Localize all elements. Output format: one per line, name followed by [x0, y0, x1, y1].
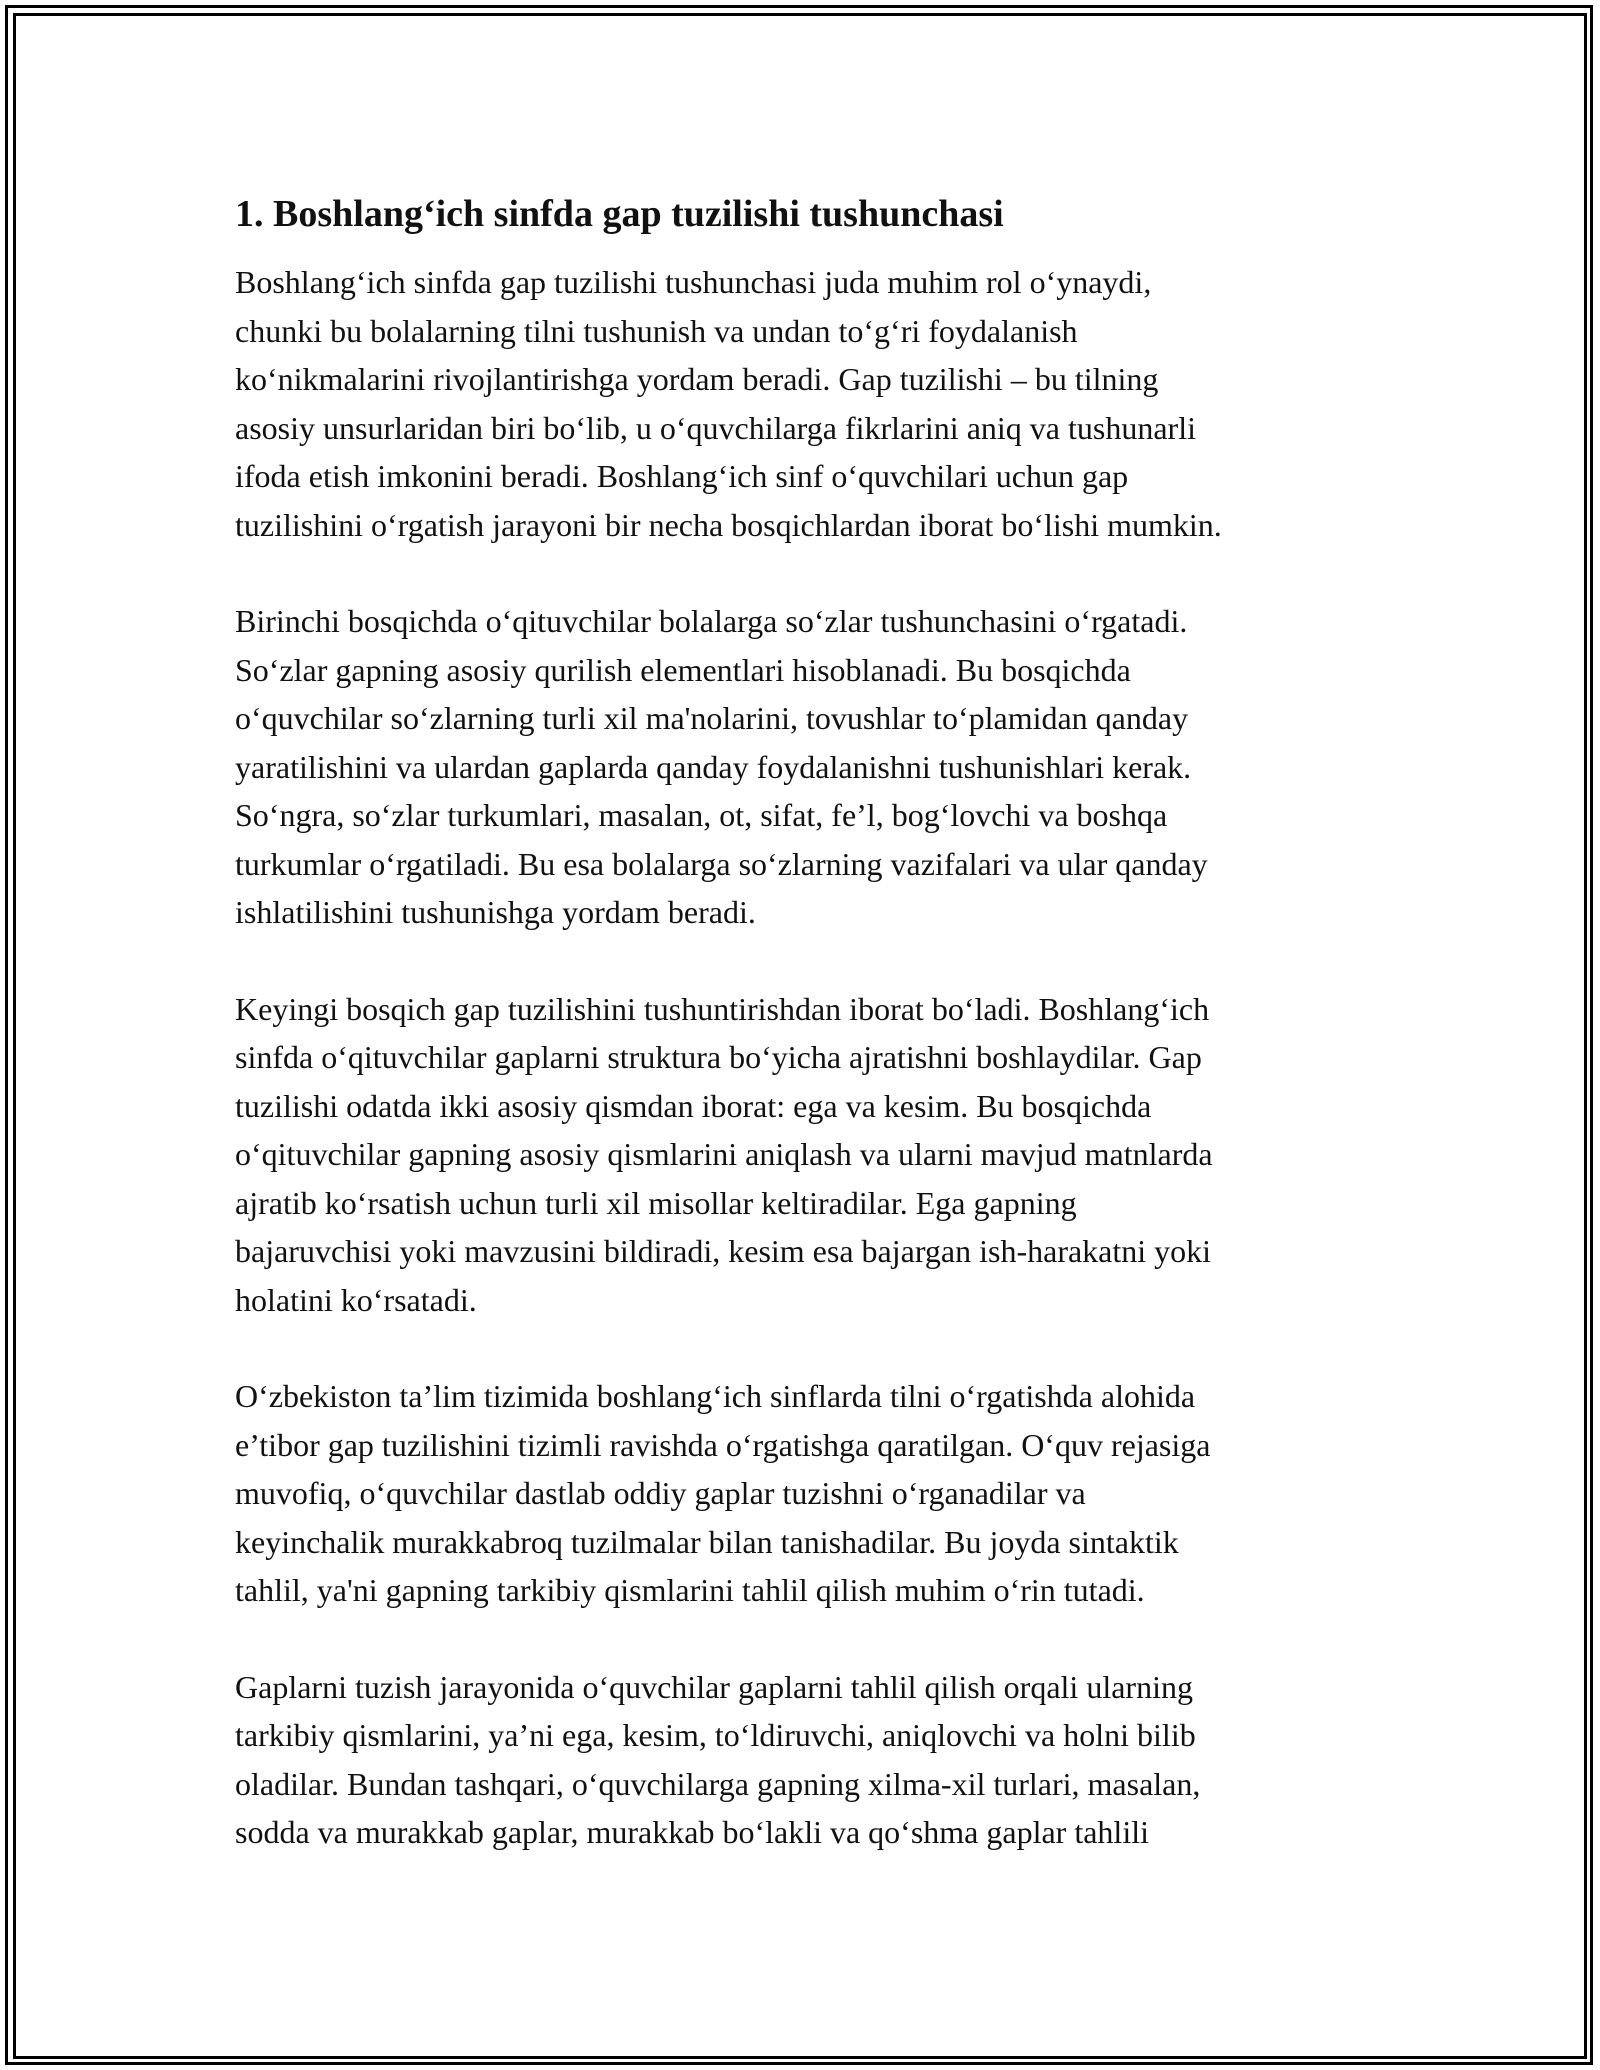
text-line: oladilar. Bundan tashqari, o‘quvchilarga gapning xilma-xil turlari, masalan, [235, 1765, 1201, 1802]
text-line: Keyingi bosqich gap tuzilishini tushuntirishdan iborat bo‘ladi. Boshlang‘ich [235, 990, 1210, 1027]
paragraphs [235, 258, 1395, 1857]
text-line: ishlatilishini tushunishga yordam beradi. [235, 894, 756, 930]
section-heading: 1. Boshlang‘ich sinfda gap tuzilishi tushunchasi [235, 193, 1004, 235]
text-line: sinfda o‘qituvchilar gaplarni struktura bo‘yicha ajratishni boshlaydilar. Gap [235, 1039, 1202, 1075]
text-line: holatini ko‘rsatadi. [235, 1281, 477, 1318]
text-line: o‘qituvchilar gapning asosiy qismlarini aniqlash va ularni mavjud matnlarda [235, 1136, 1213, 1172]
text-line: Gaplarni tuzish jarayonida o‘quvchilar gaplarni tahlil qilish orqali ularning [235, 1668, 1193, 1705]
text-line: Birinchi bosqichda o‘qituvchilar bolalarga so‘zlar tushunchasini o‘rgatadi. [235, 603, 1188, 639]
text-line: tahlil, ya'ni gapning tarkibiy qismlarini tahlil qilish muhim o‘rin tutadi. [235, 1572, 1145, 1608]
text-line: turkumlar o‘rgatiladi. Bu esa bolalarga so‘zlarning vazifalari va ular qanday [235, 845, 1208, 882]
text-line: O‘zbekiston ta’lim tizimida boshlang‘ich sinflarda tilni o‘rgatishda alohida [235, 1378, 1196, 1414]
text-line: tuzilishi odatda ikki asosiy qismdan iborat: ega va kesim. Bu bosqichda [235, 1087, 1152, 1124]
paragraph [235, 985, 1395, 1325]
text-line: asosiy unsurlaridan biri bo‘lib, u o‘quvchilarga fikrlarini aniq va tushunarli [235, 409, 1196, 446]
text-line: So‘ngra, so‘zlar turkumlari, masalan, ot, sifat, fe’l, bog‘lovchi va boshqa [235, 797, 1168, 833]
text-line: sodda va murakkab gaplar, murakkab bo‘lakli va qo‘shma gaplar tahlili [235, 1814, 1149, 1850]
text-line: o‘quvchilar so‘zlarning turli xil ma'nolarini, tovushlar to‘plamidan qanday [235, 700, 1189, 736]
text-line: muvofiq, o‘quvchilar dastlab oddiy gaplar tuzishni o‘rganadilar va [235, 1475, 1086, 1511]
text-line: Boshlang‘ich sinfda gap tuzilishi tushunchasi juda muhim rol o‘ynaydi, [235, 264, 1152, 300]
paragraph [235, 1372, 1395, 1615]
paragraph [235, 597, 1395, 937]
paragraph [235, 1663, 1395, 1857]
paragraph [235, 258, 1395, 549]
text-line: tuzilishini o‘rgatish jarayoni bir necha bosqichlardan iborat bo‘lishi mumkin. [235, 506, 1222, 543]
text-line: tarkibiy qismlarini, ya’ni ega, kesim, to‘ldiruvchi, aniqlovchi va holni bilib [235, 1717, 1196, 1753]
text-line: ifoda etish imkonini beradi. Boshlang‘ich sinf o‘quvchilari uchun gap [235, 458, 1129, 494]
text-line: yaratilishini va ulardan gaplarda qanday foydalanishni tushunishlari kerak. [235, 748, 1192, 785]
document-body [235, 190, 1395, 1905]
text-line: bajaruvchisi yoki mavzusini bildiradi, kesim esa bajargan ish-harakatni yoki [235, 1233, 1212, 1269]
text-line: So‘zlar gapning asosiy qurilish elementlari hisoblanadi. Bu bosqichda [235, 651, 1131, 688]
text-line: ajratib ko‘rsatish uchun turli xil misollar keltiradilar. Ega gapning [235, 1184, 1077, 1221]
text-line: keyinchalik murakkabroq tuzilmalar bilan tanishadilar. Bu joyda sintaktik [235, 1523, 1179, 1560]
text-line: ko‘nikmalarini rivojlantirishga yordam beradi. Gap tuzilishi – bu tilning [235, 361, 1159, 397]
text-line: e’tibor gap tuzilishini tizimli ravishda o‘rgatishga qaratilgan. O‘quv rejasiga [235, 1426, 1211, 1463]
text-line: chunki bu bolalarning tilni tushunish va undan to‘g‘ri foydalanish [235, 312, 1078, 349]
